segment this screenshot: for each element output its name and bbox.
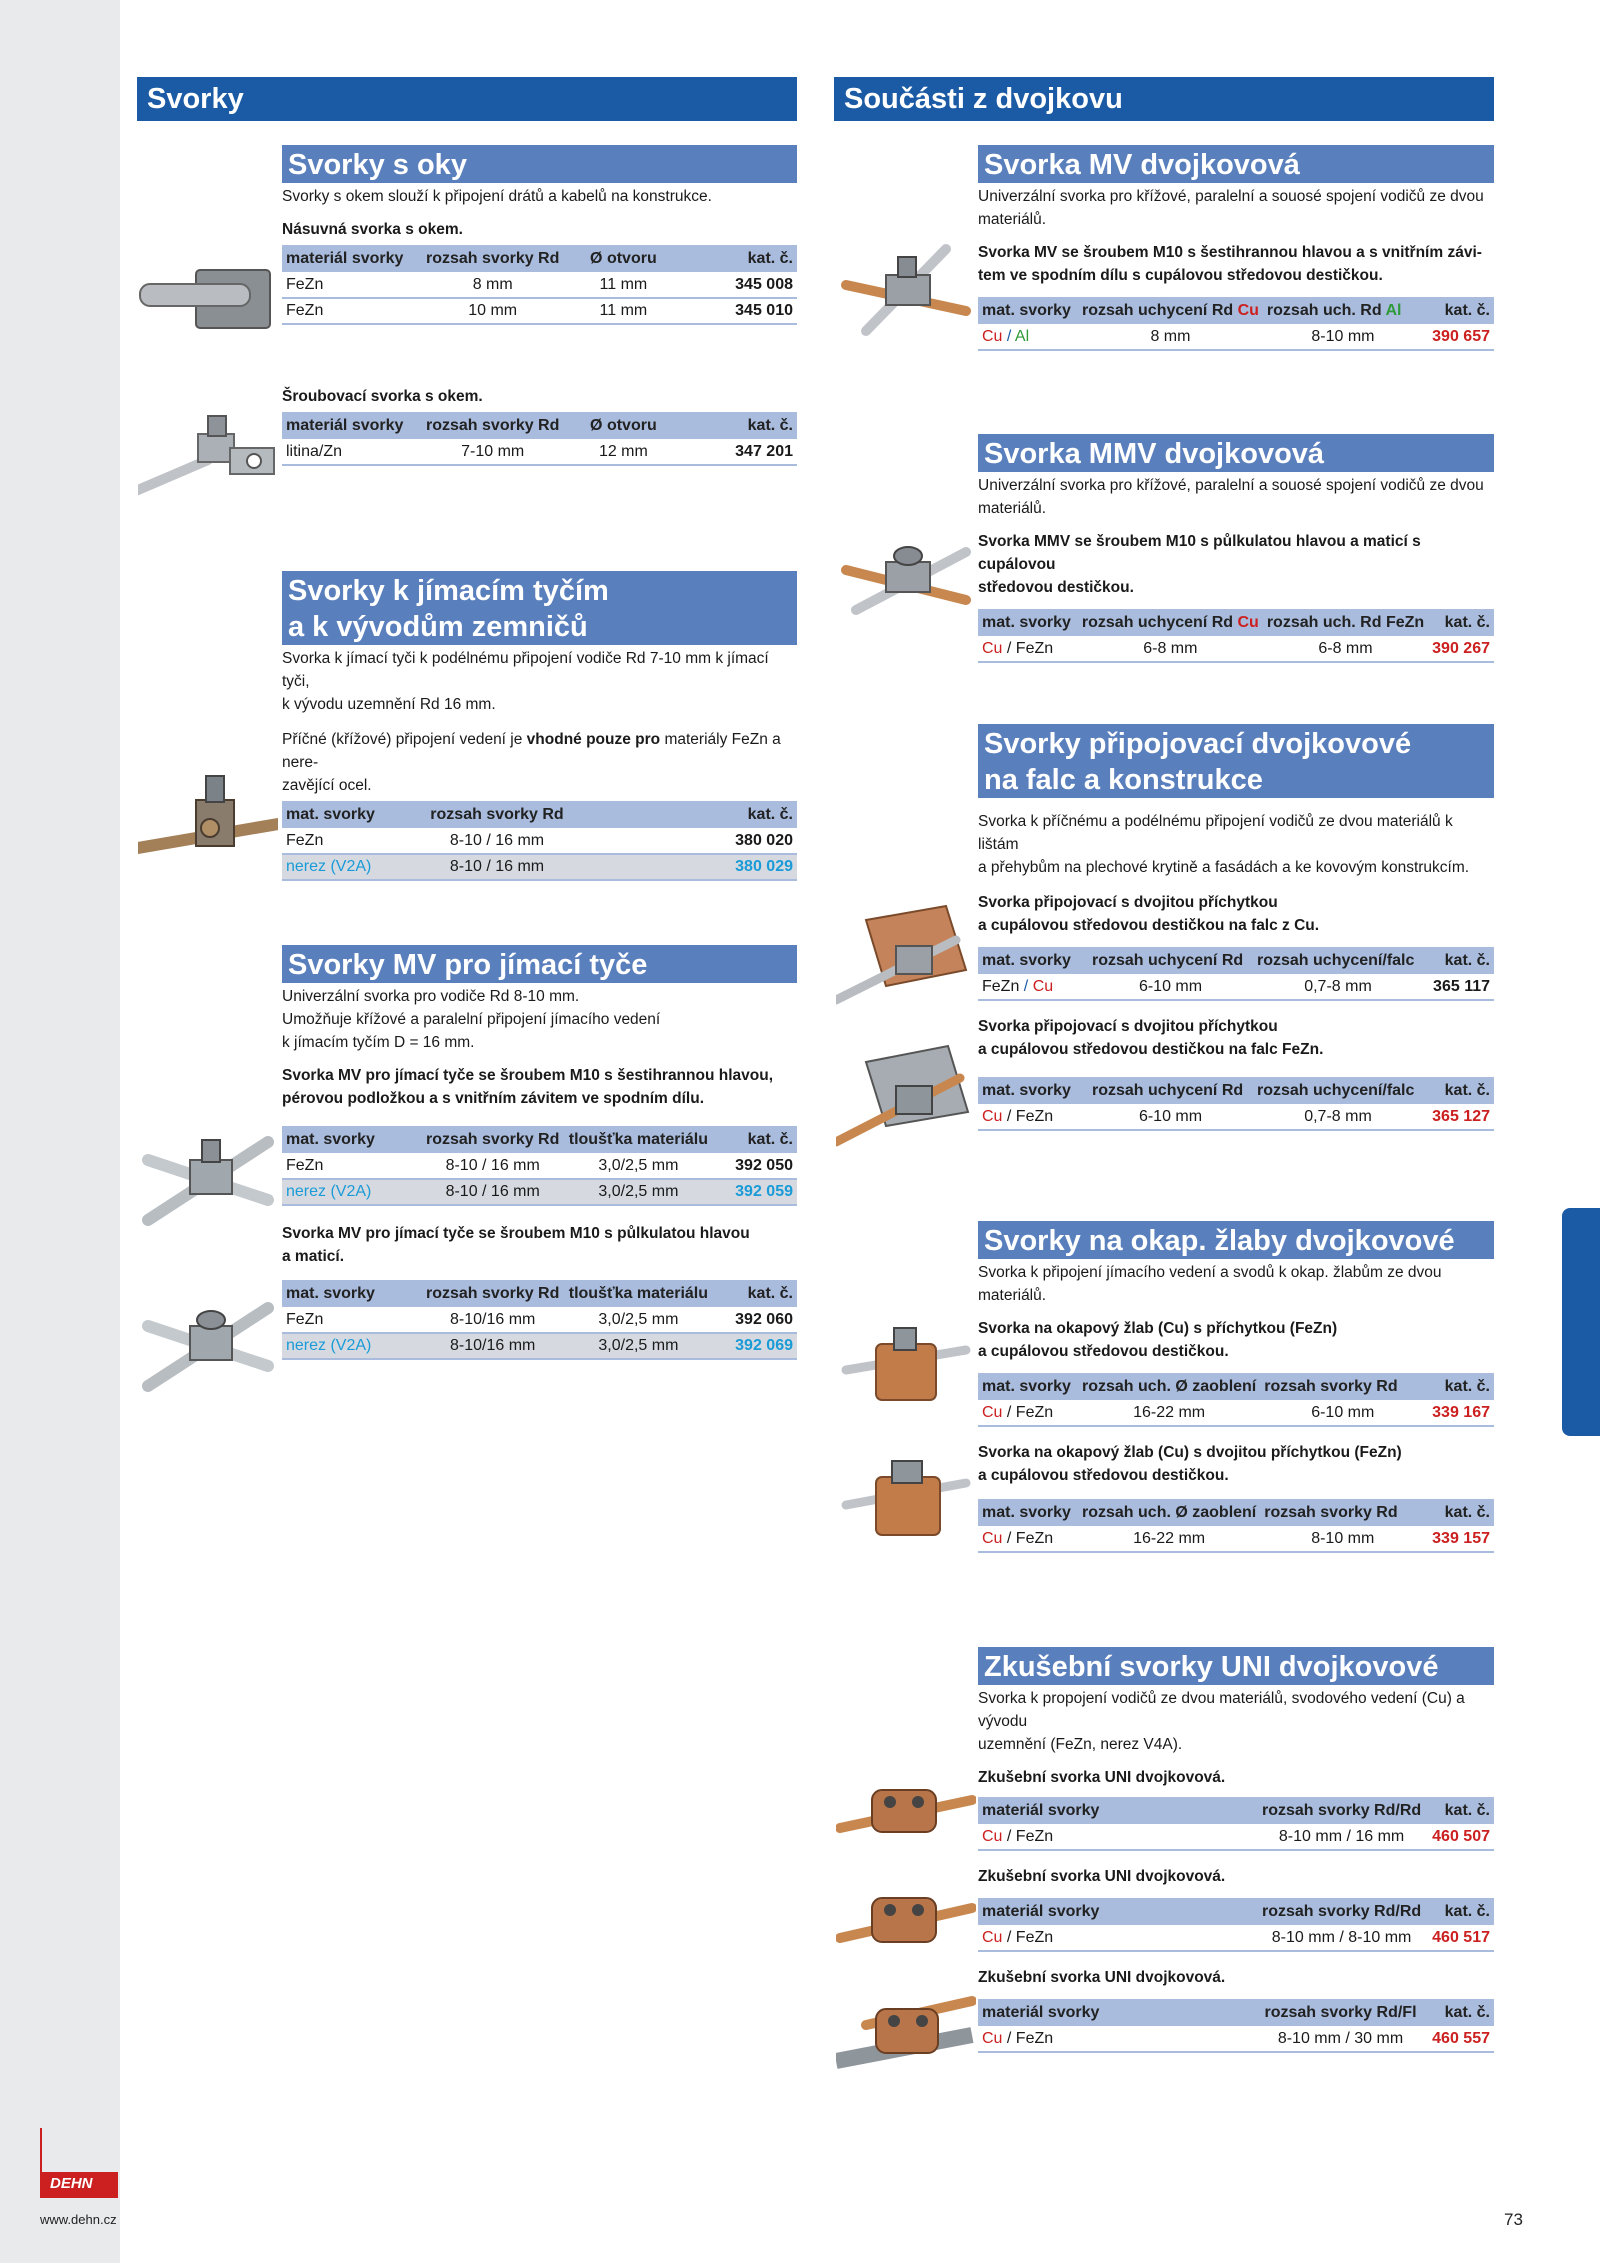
cell-material: nerez (V2A) (282, 1333, 422, 1359)
section-note (282, 728, 797, 797)
cell-range: 6-10 mm (1088, 1104, 1253, 1130)
section-screw-ring-clamp (282, 385, 797, 466)
cell-catalog: 339 157 (1425, 1526, 1494, 1552)
product-subtitle (978, 891, 1494, 937)
col-header: rozsah uchycení/falc (1253, 947, 1423, 974)
cell-catalog: 365 127 (1423, 1104, 1494, 1130)
material-sep: / (1002, 327, 1015, 345)
header-text: rozsah uch. Rd (1266, 301, 1386, 319)
subtitle-line: Svorka MV pro jímací tyče se šroubem M10 s půlkulatou hlavou (282, 1225, 750, 1242)
cell-material (978, 1400, 1078, 1426)
subtitle-line: Svorka na okapový žlab (Cu) s příchytkou (FeZn) (978, 1320, 1338, 1337)
cell-thickness: 3,0/2,5 mm (563, 1333, 713, 1359)
section-desc: Svorka k připojení jímacího vedení a svodů k okap. žlabům ze dvou materiálů. (978, 1264, 1442, 1304)
cell-range: 6-8 mm (1263, 636, 1428, 662)
product-table (282, 801, 797, 881)
desc-line: Umožňuje křížové a paralelní připojení jímacího vedení (282, 1011, 661, 1028)
col-header: rozsah uch. Rd FeZn (1263, 609, 1428, 636)
section-mv-bimetal (978, 145, 1494, 351)
push-clamp-image (138, 262, 278, 344)
material-rest: / FeZn (1002, 1529, 1054, 1547)
material-cu: Cu (982, 327, 1003, 345)
col-header (1078, 609, 1263, 636)
col-header: mat. svorky (978, 1077, 1088, 1104)
title-line: Svorky k jímacím tyčím (288, 575, 609, 607)
cell-catalog: 460 557 (1423, 2026, 1494, 2052)
desc-line: Svorka k příčnému a podélnému připojení vodičů ze dvou materiálů k lištám (978, 813, 1453, 853)
falc-cu-clamp-image (836, 900, 976, 1010)
product-table (978, 1898, 1494, 1952)
product-subtitle (978, 1015, 1494, 1061)
product-table (282, 412, 797, 466)
note-emphasis: vhodné pouze pro (526, 731, 661, 748)
cell-range: 8-10 mm / 16 mm (1258, 1824, 1425, 1850)
material-rest: / FeZn (1002, 639, 1054, 657)
desc-line: k vývodu uzemnění Rd 16 mm. (282, 696, 496, 713)
section-gutter-bimetal (978, 1221, 1494, 1553)
col-header: kat. č. (713, 1126, 797, 1153)
mv-clamp-image-2 (138, 1296, 278, 1396)
desc-line: Svorka k propojení vodičů ze dvou materiálů, svodového vedení (Cu) a vývodu (978, 1690, 1465, 1730)
section-ring-clamps (282, 145, 797, 325)
left-margin (0, 0, 120, 2263)
table-row (978, 974, 1494, 1000)
cell-catalog: 380 029 (572, 854, 797, 880)
col-header: kat. č. (683, 245, 797, 272)
section-mv-rod-clamps (282, 945, 797, 1360)
section-uni-test-clamps (978, 1647, 1494, 2053)
table-row (282, 298, 797, 324)
table-row (978, 1104, 1494, 1130)
cell-range: 8-10 / 16 mm (422, 1179, 563, 1205)
col-header: mat. svorky (978, 297, 1078, 324)
cell-hole: 11 mm (563, 298, 683, 324)
section-title (978, 145, 1494, 183)
cell-catalog: 390 267 (1428, 636, 1494, 662)
note-text: Příčné (křížové) připojení vedení je (282, 731, 527, 748)
table-row (282, 272, 797, 298)
cell-range: 0,7-8 mm (1253, 974, 1423, 1000)
cell-material: FeZn (282, 1307, 422, 1333)
cell-catalog: 392 060 (713, 1307, 797, 1333)
note-text: zavějící ocel. (282, 777, 372, 794)
product-table (978, 1797, 1494, 1851)
section-title (978, 724, 1494, 798)
material-cu: Cu (982, 1529, 1003, 1547)
footer-url[interactable]: www.dehn.cz (40, 2212, 117, 2227)
table-row (978, 636, 1494, 662)
section-desc: Univerzální svorka pro křížové, paralelní a souosé spojení vodičů ze dvou materiálů. (978, 477, 1484, 517)
col-header: rozsah uchycení Rd (1088, 947, 1253, 974)
material-cu: Cu (982, 1928, 1003, 1946)
col-header: kat. č. (1428, 609, 1494, 636)
cell-material (978, 974, 1088, 1000)
cell-catalog: 460 507 (1425, 1824, 1494, 1850)
material-cu: Cu (982, 1403, 1003, 1421)
product-table (978, 947, 1494, 1001)
col-header: materiál svorky (978, 1898, 1258, 1925)
table-row (978, 2026, 1494, 2052)
cell-range: 8-10 / 16 mm (422, 854, 572, 880)
material-rest: / FeZn (1002, 1928, 1054, 1946)
cell-range: 6-8 mm (1078, 636, 1263, 662)
col-header: kat. č. (1423, 297, 1494, 324)
title-line: Svorky MV pro jímací tyče (288, 949, 648, 981)
subtitle-line: Svorka MV se šroubem M10 s šestihrannou hlavou a s vnitřním závi- (978, 244, 1482, 261)
cell-catalog: 380 020 (572, 828, 797, 854)
subtitle-line: a cupálovou středovou destičkou na falc z Cu. (978, 917, 1320, 934)
cell-catalog: 339 167 (1425, 1400, 1494, 1426)
section-falc-bimetal (978, 724, 1494, 1131)
title-line: na falc a konstrukce (984, 764, 1263, 796)
subtitle-line: pérovou podložkou a s vnitřním závitem ve spodním dílu. (282, 1090, 705, 1107)
table-row (978, 324, 1494, 350)
cell-material: FeZn (282, 272, 422, 298)
material-sep: / (1019, 977, 1033, 995)
cell-range: 0,7-8 mm (1253, 1104, 1423, 1130)
desc-line: uzemnění (FeZn, nerez V4A). (978, 1736, 1183, 1753)
material-fezn: FeZn (982, 977, 1020, 995)
col-header: kat. č. (1423, 1077, 1494, 1104)
cell-range: 8-10 / 16 mm (422, 1153, 563, 1179)
product-table (282, 245, 797, 325)
product-table (978, 1373, 1494, 1427)
title-line: Svorka MV dvojkovová (984, 149, 1300, 181)
cell-range: 8-10/16 mm (422, 1307, 563, 1333)
cell-material (978, 2026, 1258, 2052)
header-accent: Cu (1237, 301, 1259, 319)
section-title (978, 1221, 1494, 1259)
cell-thickness: 3,0/2,5 mm (563, 1153, 713, 1179)
cell-material: litina/Zn (282, 439, 422, 465)
cell-material (978, 1824, 1258, 1850)
table-row (282, 439, 797, 465)
table-row (282, 1307, 797, 1333)
table-row (282, 1153, 797, 1179)
cell-catalog: 460 517 (1425, 1925, 1494, 1951)
col-header: mat. svorky (978, 609, 1078, 636)
col-header: kat. č. (572, 801, 797, 828)
cell-range: 6-10 mm (1260, 1400, 1425, 1426)
cell-material (978, 1104, 1088, 1130)
col-header (1078, 297, 1263, 324)
col-header: rozsah svorky Rd (422, 412, 563, 439)
logo-badge (40, 2172, 118, 2198)
col-header: Ø otvoru (563, 412, 683, 439)
cell-hole: 11 mm (563, 272, 683, 298)
cell-catalog: 345 008 (683, 272, 797, 298)
desc-line: k jímacím tyčím D = 16 mm. (282, 1034, 475, 1051)
cell-material (978, 636, 1078, 662)
col-header: mat. svorky (282, 1280, 422, 1307)
table-row (282, 854, 797, 880)
cell-range: 7-10 mm (422, 439, 563, 465)
rod-clamp-image (138, 770, 278, 870)
product-table (978, 297, 1494, 351)
product-table (978, 609, 1494, 663)
dehn-logo (40, 2128, 118, 2202)
col-header: materiál svorky (978, 1999, 1258, 2026)
col-header: rozsah svorky Rd (1260, 1499, 1425, 1526)
cell-material: FeZn (282, 1153, 422, 1179)
cell-catalog: 347 201 (683, 439, 797, 465)
col-header: rozsah uchycení/falc (1253, 1077, 1423, 1104)
product-subtitle (978, 241, 1494, 287)
col-header: rozsah svorky Rd (1260, 1373, 1425, 1400)
cell-thickness: 3,0/2,5 mm (563, 1307, 713, 1333)
subtitle-line: a cupálovou středovou destičkou. (978, 1467, 1229, 1484)
cell-range: 6-10 mm (1088, 974, 1253, 1000)
cell-material: nerez (V2A) (282, 854, 422, 880)
subtitle-line: a cupálovou středovou destičkou na falc FeZn. (978, 1041, 1324, 1058)
cell-range: 8-10 mm / 8-10 mm (1258, 1925, 1425, 1951)
mv-clamp-image-1 (138, 1130, 278, 1230)
product-table (978, 1499, 1494, 1553)
table-row (282, 1179, 797, 1205)
cell-range: 8-10 / 16 mm (422, 828, 572, 854)
header-text: rozsah uchycení Rd (1082, 301, 1238, 319)
section-title (282, 571, 797, 645)
col-header: rozsah svorky Rd/Fl (1258, 1999, 1423, 2026)
title-line: Svorky na okap. žlaby dvojkovové (984, 1225, 1455, 1257)
cell-thickness: 3,0/2,5 mm (563, 1179, 713, 1205)
section-mmv-bimetal (978, 434, 1494, 663)
col-header: mat. svorky (978, 1499, 1078, 1526)
title-line: Svorka MMV dvojkovová (984, 438, 1325, 470)
table-row (282, 828, 797, 854)
uni-test-clamp-image-3 (836, 1985, 976, 2075)
section-title (282, 145, 797, 183)
col-header: kat. č. (1423, 947, 1494, 974)
title-line: a k vývodům zemničů (288, 611, 588, 643)
cell-range: 10 mm (422, 298, 563, 324)
title-line: Zkušební svorky UNI dvojkovové (984, 1651, 1439, 1683)
mv-bimetal-image (836, 235, 976, 345)
col-header: materiál svorky (282, 412, 422, 439)
col-header: kat. č. (1425, 1373, 1494, 1400)
title-line: Svorky s oky (288, 149, 467, 181)
material-rest: / FeZn (1002, 1827, 1054, 1845)
col-header: rozsah uch. Ø zaoblení (1078, 1499, 1260, 1526)
section-desc: Univerzální svorka pro křížové, paralelní a souosé spojení vodičů ze dvou materiálů. (978, 188, 1484, 228)
cell-range: 8 mm (422, 272, 563, 298)
subtitle-line: středovou destičkou. (978, 579, 1134, 596)
cell-range: 8-10 mm (1263, 324, 1423, 350)
product-table (282, 1280, 797, 1360)
cell-catalog: 365 117 (1423, 974, 1494, 1000)
section-title (978, 1647, 1494, 1685)
section-rod-clamps (282, 571, 797, 881)
table-row (978, 1400, 1494, 1426)
product-subtitle: Šroubovací svorka s okem. (282, 388, 483, 405)
subtitle-line: Svorka na okapový žlab (Cu) s dvojitou příchytkou (FeZn) (978, 1444, 1402, 1461)
cell-catalog: 392 050 (713, 1153, 797, 1179)
section-title (282, 945, 797, 983)
material-rest: / FeZn (1002, 1107, 1054, 1125)
mmv-bimetal-image (836, 530, 976, 630)
cell-material (978, 1526, 1078, 1552)
product-subtitle: Zkušební svorka UNI dvojkovová. (978, 1868, 1226, 1885)
product-subtitle (282, 1064, 797, 1110)
screw-clamp-image (138, 408, 278, 498)
material-rest: / FeZn (1002, 1403, 1054, 1421)
section-title (978, 434, 1494, 472)
col-header: kat. č. (683, 412, 797, 439)
col-header: mat. svorky (282, 1126, 422, 1153)
chapter-tab[interactable] (1562, 1208, 1600, 1436)
product-subtitle (978, 1441, 1494, 1487)
left-banner: Svorky (137, 77, 797, 121)
col-header: rozsah uch. Ø zaoblení (1078, 1373, 1260, 1400)
gutter-clamp-image-1 (836, 1310, 976, 1410)
uni-test-clamp-image-1 (836, 1770, 976, 1850)
col-header: Ø otvoru (563, 245, 683, 272)
cell-material: FeZn (282, 828, 422, 854)
subtitle-line: tem ve spodním dílu s cupálovou středovou destičkou. (978, 267, 1383, 284)
product-table (978, 1077, 1494, 1131)
col-header: kat. č. (1425, 1499, 1494, 1526)
col-header: rozsah svorky Rd (422, 1126, 563, 1153)
logo-text: DEHN (50, 2175, 93, 2192)
cell-material: nerez (V2A) (282, 1179, 422, 1205)
col-header: rozsah svorky Rd (422, 1280, 563, 1307)
material-rest: / FeZn (1002, 2029, 1054, 2047)
header-text: rozsah uchycení Rd (1081, 613, 1238, 631)
subtitle-line: a cupálovou středovou destičkou. (978, 1343, 1229, 1360)
col-header: tloušťka materiálu (563, 1126, 713, 1153)
material-cu: Cu (982, 2029, 1003, 2047)
page-number: 73 (1504, 2210, 1523, 2229)
cell-range: 16-22 mm (1078, 1400, 1260, 1426)
cell-range: 8-10 mm / 30 mm (1258, 2026, 1423, 2052)
right-banner: Součásti z dvojkovu (834, 77, 1494, 121)
note-text: materiály FeZn a nere- (282, 731, 781, 771)
falc-fezn-clamp-image (836, 1038, 976, 1148)
cell-catalog: 392 059 (713, 1179, 797, 1205)
cell-material (978, 324, 1078, 350)
section-desc (978, 810, 1494, 879)
desc-line: a přehybům na plechové krytině a fasádách a ke kovovým konstrukcím. (978, 859, 1470, 876)
col-header: materiál svorky (282, 245, 422, 272)
logo-line (40, 2128, 42, 2172)
cell-range: 8-10 mm (1260, 1526, 1425, 1552)
section-desc: Svorky s okem slouží k připojení drátů a kabelů na konstrukce. (282, 188, 712, 205)
table-row (978, 1526, 1494, 1552)
col-header: materiál svorky (978, 1797, 1258, 1824)
col-header: rozsah svorky Rd/Rd (1258, 1898, 1425, 1925)
cell-range: 8-10/16 mm (422, 1333, 563, 1359)
table-row (978, 1824, 1494, 1850)
uni-test-clamp-image-2 (836, 1880, 976, 1960)
material-cu: Cu (982, 639, 1003, 657)
col-header: rozsah svorky Rd (422, 801, 572, 828)
table-row (978, 1925, 1494, 1951)
cell-material (978, 1925, 1258, 1951)
gutter-clamp-image-2 (836, 1445, 976, 1545)
section-desc (282, 985, 797, 1054)
cell-range: 8 mm (1078, 324, 1263, 350)
product-subtitle: Zkušební svorka UNI dvojkovová. (978, 1769, 1226, 1786)
col-header: mat. svorky (978, 1373, 1078, 1400)
section-desc (978, 1687, 1494, 1756)
cell-catalog: 345 010 (683, 298, 797, 324)
header-accent: Cu (1237, 613, 1259, 631)
col-header: kat. č. (713, 1280, 797, 1307)
col-header: kat. č. (1425, 1797, 1494, 1824)
cell-catalog: 390 657 (1423, 324, 1494, 350)
product-subtitle (978, 1317, 1494, 1363)
table-row (282, 1333, 797, 1359)
col-header: kat. č. (1425, 1898, 1494, 1925)
col-header (1263, 297, 1423, 324)
col-header: mat. svorky (282, 801, 422, 828)
product-subtitle (978, 530, 1494, 599)
col-header: rozsah svorky Rd (422, 245, 563, 272)
subtitle-line: Svorka MV pro jímací tyče se šroubem M10 s šestihrannou hlavou, (282, 1067, 773, 1084)
col-header: mat. svorky (978, 947, 1088, 974)
subtitle-line: a maticí. (282, 1248, 345, 1265)
col-header: kat. č. (1423, 1999, 1494, 2026)
material-cu: Cu (1032, 977, 1054, 995)
material-al: Al (1014, 327, 1030, 345)
subtitle-line: Svorka připojovací s dvojitou příchytkou (978, 1018, 1278, 1035)
subtitle-line: Svorka MMV se šroubem M10 s půlkulatou hlavou a maticí s cupálovou (978, 533, 1421, 573)
cell-range: 16-22 mm (1078, 1526, 1260, 1552)
cell-hole: 12 mm (563, 439, 683, 465)
cell-catalog: 392 069 (713, 1333, 797, 1359)
material-cu: Cu (982, 1827, 1003, 1845)
col-header: tloušťka materiálu (563, 1280, 713, 1307)
product-subtitle: Násuvná svorka s okem. (282, 221, 463, 238)
cell-material: FeZn (282, 298, 422, 324)
desc-line: Svorka k jímací tyči k podélnému připojení vodiče Rd 7-10 mm k jímací tyči, (282, 650, 769, 690)
product-subtitle: Zkušební svorka UNI dvojkovová. (978, 1969, 1226, 1986)
subtitle-line: Svorka připojovací s dvojitou příchytkou (978, 894, 1278, 911)
section-desc (282, 647, 797, 716)
product-table (282, 1126, 797, 1206)
col-header: rozsah svorky Rd/Rd (1258, 1797, 1425, 1824)
header-accent: Al (1385, 301, 1402, 319)
material-cu: Cu (982, 1107, 1003, 1125)
desc-line: Univerzální svorka pro vodiče Rd 8-10 mm. (282, 988, 580, 1005)
product-subtitle (282, 1222, 797, 1268)
product-table (978, 1999, 1494, 2053)
col-header: rozsah uchycení Rd (1088, 1077, 1253, 1104)
title-line: Svorky připojovací dvojkovové (984, 728, 1412, 760)
